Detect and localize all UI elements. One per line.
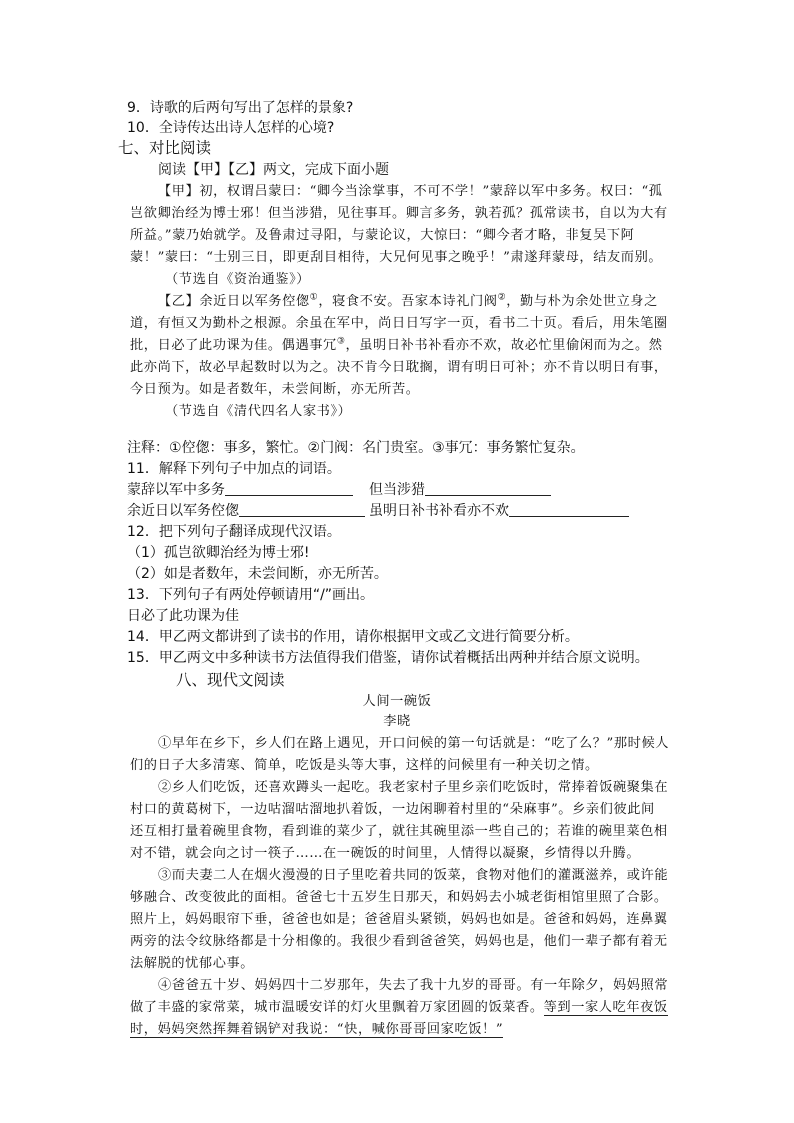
question-11-row-1 <box>127 480 551 500</box>
q11-answer-blank-a[interactable] <box>225 481 353 496</box>
yi-line-1-c: ，勤与朴为余处世立身之 <box>506 294 658 309</box>
question-13-sentence: 日必了此功课为佳 <box>127 608 239 624</box>
article-line-8: 够融合、改变彼此的面相。爸爸七十五岁生日那天，和妈妈去小城老街相馆里照了合影。 <box>130 890 668 905</box>
article-line-13-underlined: 等到一家人吃年夜饭 <box>543 1000 668 1015</box>
article-line-1: ①早年在乡下，乡人们在路上遇见，开口问候的第一句话就是：“吃了么？”那时候人 <box>158 736 670 751</box>
question-11-row-2 <box>127 501 629 521</box>
yi-line-1-a: 【乙】余近日以军务倥偬 <box>158 294 310 309</box>
yi-source: （节选自《清代四名人家书》） <box>165 404 352 419</box>
article-line-13 <box>130 998 668 1018</box>
article-line-10: 两旁的法令纹脉络都是十分相像的。我很少看到爸爸笑，妈妈也是，他们一辈子都有着无 <box>130 934 668 949</box>
q11-phrase-d: 虽明日补书补看亦不欢 <box>369 503 509 519</box>
note-mark-1: ① <box>309 292 319 303</box>
q11-answer-blank-c[interactable] <box>239 502 365 517</box>
question-13: 13．下列句子有两处停顿请用“/”画出。 <box>127 587 375 603</box>
question-11: 11．解释下列句子中加点的词语。 <box>127 461 341 477</box>
article-line-7: ③而夫妻二人在烟火漫漫的日子里吃着共同的饭菜，食物对他们的灌溉滋养，或许能 <box>158 868 669 883</box>
article-line-4: 村口的黄葛树下，一边咕溜咕溜地扒着饭，一边闲聊着村里的“朵麻事”。乡亲们彼此间 <box>130 802 655 817</box>
section-7-instruction: 阅读【甲】【乙】两文，完成下面小题 <box>158 162 389 178</box>
note-mark-2: ② <box>497 292 507 303</box>
jia-line-1: 【甲】初，权谓吕蒙曰：“卿今当涂掌事，不可不学！”蒙辞以军中多务。权曰：“孤 <box>158 184 663 199</box>
section-7-title: 七、对比阅读 <box>118 139 212 157</box>
question-15: 15．甲乙两文中多种读书方法值得我们借鉴，请你试着概括出两种并结合原文说明。 <box>127 650 649 666</box>
yi-line-3-b: ，虽明日补书补看亦不欢，故必忙里偷闲而为之。然 <box>345 338 663 353</box>
q11-answer-blank-b[interactable] <box>425 481 551 496</box>
yi-line-4: 此亦尚下，故必早起数时以为之。决不肯今日耽搁，谓有明日可补；亦不肯以明日有事， <box>130 360 668 375</box>
note-mark-3: ③ <box>336 336 346 347</box>
question-12-item-2: （2）如是者数年，未尝间断，亦无所苦。 <box>127 566 388 582</box>
yi-line-1-b: ，寝食不安。吾家本诗礼门阀 <box>318 294 498 309</box>
question-10: 10．全诗传达出诗人怎样的心境? <box>127 120 335 136</box>
q11-phrase-b: 但当涉猎 <box>369 482 425 498</box>
yi-line-5: 今日预为。如是者数年，未尝间断，亦无所苦。 <box>130 382 420 397</box>
article-line-13-plain: 做了丰盛的家常菜，城市温暖安详的灯火里飘着万家团圆的饭菜香。 <box>130 1000 544 1015</box>
annotation-notes: 注释：①倥偬：事多，繁忙。②门阀：名门贵室。③事冗：事务繁忙复杂。 <box>127 440 585 456</box>
q11-phrase-c: 余近日以军务倥偬 <box>127 503 239 519</box>
jia-line-4: 蒙！”蒙曰：“士别三日，即更刮目相待，大兄何见事之晚乎！”肃遂拜蒙母，结友而别。 <box>130 250 663 265</box>
yi-line-3 <box>130 336 663 356</box>
article-line-2: 们的日子大多清寒、简单，吃饭是头等大事，这样的问候里有一种关切之情。 <box>130 758 599 773</box>
section-8-title: 八、现代文阅读 <box>176 671 285 689</box>
yi-line-1 <box>158 292 658 312</box>
q11-phrase-a: 蒙辞以军中多务 <box>127 482 225 498</box>
article-line-9: 照片上，妈妈眼帘下垂，爸爸也如是；爸爸眉头紧锁，妈妈也如是。爸爸和妈妈，连鼻翼 <box>130 912 668 927</box>
jia-line-3: 所益。”蒙乃始就学。及鲁肃过寻阳，与蒙论议，大惊曰：“卿今者才略，非复吴下阿 <box>130 228 635 243</box>
jia-source: （节选自《资治通鉴》） <box>165 272 311 287</box>
article-line-14-underlined: 时，妈妈突然挥舞着锅铲对我说：“快，喊你哥哥回家吃饭！” <box>130 1022 504 1037</box>
yi-line-3-a: 批，日必了此功课为佳。偶遇事冗 <box>130 338 337 353</box>
yi-line-2: 道，有恒又为勤朴之根源。余虽在军中，尚日日写字一页，看书二十页。看后，用朱笔圈 <box>130 316 668 331</box>
q11-answer-blank-d[interactable] <box>509 502 629 517</box>
article-line-12: ④爸爸五十岁、妈妈四十二岁那年，失去了我十九岁的哥哥。有一年除夕，妈妈照常 <box>158 978 669 993</box>
article-line-11: 法解脱的忧郁心事。 <box>130 956 255 971</box>
article-line-14 <box>130 1020 503 1040</box>
article-line-3: ②乡人们吃饭，还喜欢蹲头一起吃。我老家村子里乡亲们吃饭时，常捧着饭碗聚集在 <box>158 780 669 795</box>
article-line-5: 还互相打量着碗里食物，看到谁的菜少了，就往其碗里添一些自己的；若谁的碗里菜色相 <box>130 824 668 839</box>
question-12-item-1: （1）孤岂欲卿治经为博士邪! <box>127 545 310 561</box>
question-14: 14．甲乙两文都讲到了读书的作用，请你根据甲文或乙文进行简要分析。 <box>127 629 579 645</box>
article-line-6: 对不错，就会向之讨一筷子……在一碗饭的时间里，人情得以凝聚，乡情得以升腾。 <box>130 846 641 861</box>
article-author: 李晓 <box>383 714 411 729</box>
jia-line-2: 岂欲卿治经为博士邪！但当涉猎，见往事耳。卿言多务，孰若孤？孤常读书，自以为大有 <box>130 206 668 221</box>
question-9: 9．诗歌的后两句写出了怎样的景象? <box>127 100 354 116</box>
question-12: 12．把下列句子翻译成现代汉语。 <box>127 524 341 540</box>
article-title: 人间一碗饭 <box>362 694 432 709</box>
